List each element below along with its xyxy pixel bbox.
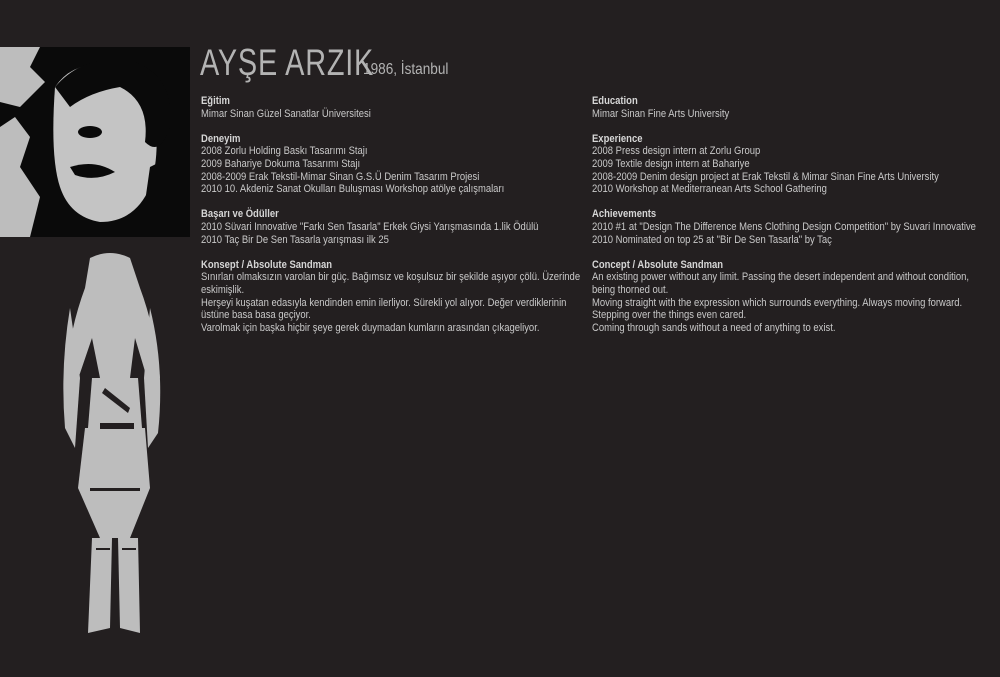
section-english-1 bbox=[592, 133, 979, 196]
section-heading: Deneyim bbox=[201, 132, 241, 145]
section-heading: Eğitim bbox=[201, 95, 230, 107]
fashion-illustration bbox=[30, 248, 200, 648]
section-heading: Konsept / Absolute Sandman bbox=[201, 258, 333, 271]
section-turkish-1 bbox=[201, 133, 588, 196]
section-line: 2008 Zorlu Holding Baskı Tasarımı Stajı bbox=[201, 145, 368, 158]
section-heading: Experience bbox=[592, 132, 643, 145]
section-line: eskimişlik. bbox=[201, 283, 245, 296]
section-line: 2008-2009 Denim design project at Erak Tekstil & Mimar Sinan Fine Arts University bbox=[592, 170, 939, 183]
section-line: Herşeyi kuşatan edasıyla kendinden emin ilerliyor. Sürekli yol alıyor. Değer verdiklerinin bbox=[201, 296, 567, 309]
section-line: 2009 Textile design intern at Bahariye bbox=[592, 157, 750, 170]
section-heading: Education bbox=[592, 95, 638, 107]
section-line: 2008-2009 Erak Tekstil-Mimar Sinan G.S.Ü Denim Tasarım Projesi bbox=[201, 170, 480, 183]
section-english-3 bbox=[592, 259, 979, 335]
turkish-column bbox=[201, 95, 591, 347]
section-line: Sınırları olmaksızın varolan bir güç. Bağımsız ve koşulsuz bir şekilde aşıyor çölü. Üzerinde bbox=[201, 271, 581, 284]
section-turkish-3 bbox=[201, 259, 588, 335]
section-line: 2010 Taç Bir De Sen Tasarla yarışması ilk 25 bbox=[201, 233, 389, 246]
section-line: 2009 Bahariye Dokuma Tasarımı Stajı bbox=[201, 157, 361, 170]
section-line: 2008 Press design intern at Zorlu Group bbox=[592, 145, 761, 158]
portrait-photo bbox=[0, 47, 190, 237]
section-turkish-0 bbox=[201, 95, 588, 120]
section-line: An existing power without any limit. Passing the desert independent and without condition, bbox=[592, 271, 970, 284]
section-line: Mimar Sinan Fine Arts University bbox=[592, 107, 730, 120]
section-turkish-2 bbox=[201, 208, 588, 246]
section-line: 2010 10. Akdeniz Sanat Okulları Buluşması Workshop atölye çalışmaları bbox=[201, 183, 505, 196]
section-line: üstüne basa basa geçiyor. bbox=[201, 309, 311, 322]
english-column bbox=[592, 95, 982, 347]
section-line: 2010 Workshop at Mediterranean Arts School Gathering bbox=[592, 183, 827, 196]
section-line: Coming through sands without a need of anything to exist. bbox=[592, 321, 836, 334]
section-english-0 bbox=[592, 95, 979, 120]
section-line: 2010 #1 at "Design The Difference Mens Clothing Design Competition" by Suvari Innovative bbox=[592, 220, 976, 233]
section-line: Mimar Sinan Güzel Sanatlar Üniversitesi bbox=[201, 107, 371, 120]
section-line: Stepping over the things even cared. bbox=[592, 309, 747, 322]
section-line: Moving straight with the expression which surrounds everything. Always moving forward. bbox=[592, 296, 963, 309]
section-heading: Achievements bbox=[592, 208, 657, 221]
section-line: being thorned out. bbox=[592, 283, 669, 296]
section-line: 2010 Süvari Innovative "Farkı Sen Tasarla" Erkek Giysi Yarışmasında 1.lik Ödülü bbox=[201, 220, 539, 233]
section-line: 2010 Nominated on top 25 at "Bir De Sen Tasarla" by Taç bbox=[592, 233, 832, 246]
section-line: Varolmak için başka hiçbir şeye gerek duymadan kumların arasından çıkageliyor. bbox=[201, 321, 540, 334]
section-heading: Başarı ve Ödüller bbox=[201, 208, 279, 221]
section-heading: Concept / Absolute Sandman bbox=[592, 258, 724, 271]
page-header bbox=[200, 42, 449, 84]
person-name: AYŞE ARZIK bbox=[200, 42, 375, 83]
section-english-2 bbox=[592, 208, 979, 246]
birth-info: 1986, İstanbul bbox=[363, 61, 449, 78]
